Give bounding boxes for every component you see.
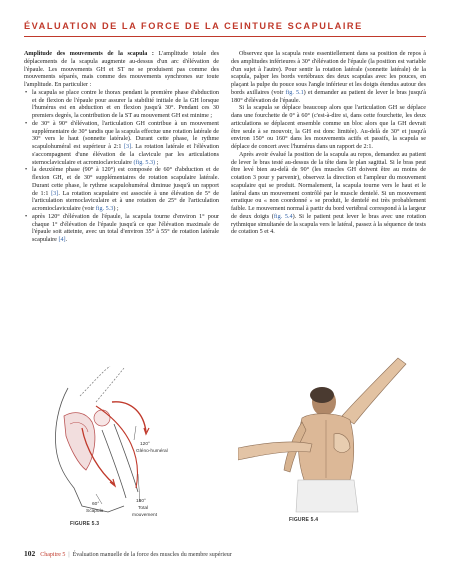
angle-180-label: 180° [136, 499, 146, 504]
paragraph [231, 105, 426, 152]
figure-link[interactable]: (fig. 5.3) [133, 159, 156, 166]
figure-link[interactable]: fig. 5.3 [95, 206, 114, 212]
list-item [24, 90, 219, 121]
figure-5-4 [238, 352, 428, 532]
bullet-text: . [65, 237, 68, 243]
paragraph-text: ). Si le patient peut lever le bras avec une rotation rythmique simultanée de la scapula vers le latéral, passez à la séquence de tests de cotation 5 et 4. [231, 213, 426, 236]
intro-heading: Amplitude des mouvements de la scapula : [24, 51, 154, 57]
angle-120-label: 120° [140, 442, 150, 447]
list-item [24, 214, 219, 245]
chapter-title: Évaluation manuelle de la force des muscles du membre supérieur [72, 552, 232, 558]
citation-link[interactable]: [3] [51, 190, 59, 197]
header-divider [24, 36, 426, 37]
gleno-humeral-label: Gléno-huméral [136, 449, 168, 454]
figure-caption: FIGURE 5.3 [70, 521, 100, 527]
citation-link[interactable]: [3] [124, 144, 132, 150]
bullet-text: après 120° d'élévation de l'épaule, la scapula tourne d'environ 1° pour chaque 1° d'élévation de l'épaule jusqu'à ce que l'élévation maximale de l'épaule soit atteinte, avec un total d'environ 35° à 55° de rotation latérale scapulaire [32, 213, 219, 243]
bullet-text: . La rotation scapulaire est associée à une élévation de 5° de l'articulation sternoclaviculaire et à une rotation de 25° de l'articulation acromioclaviculaire (voir [32, 190, 219, 212]
scapula-label: Scapula [86, 509, 104, 514]
paragraph-text: Si la scapula se déplace beaucoup alors que l'articulation GH se déplace dans une fourchette de 0° à 60° (c'est-à-dire si, dans cette fourchette, les deux articulations se déplacent ensemble comme un bloc alors que la GH devrait être seule à se mouvoir, la GH est donc limitée). Au-delà de 30° et jusqu'à environ 150° ou 160° dans les mouvements actifs et passifs, la scapula se déplace de concert avec l'humérus dans un rapport de 2:1. [231, 105, 426, 150]
paragraph-text: Observez que la scapula reste essentiellement dans sa position de repos à des amplitudes inférieures à 30° d'élévation de l'épaule (la position est variable d'un sujet à l'autre). Pour sentir la rotation latérale (sonnette latérale) de la scapula, palper les bords vertébraux des deux scapulas avec les pouces, en plaçant la pulpe du pouce sous l'angle inférieur et les doigts étendus autour des bords axillaires (voir [231, 51, 426, 96]
figure-caption: FIGURE 5.4 [289, 517, 319, 523]
angle-60-label: 60° [92, 502, 100, 507]
total-label: Total [138, 506, 149, 511]
bullet-text: ; [155, 159, 159, 166]
chapter-label: Chapitre 5 [40, 552, 66, 558]
figure-5-3 [40, 366, 210, 536]
chapter-section-title: ÉVALUATION DE LA FORCE DE LA CEINTURE SCAPULAIRE [24, 21, 363, 31]
footer-separator: | [68, 552, 70, 558]
list-item [24, 167, 219, 214]
figure-link[interactable]: fig. 5.1 [285, 89, 304, 96]
scapula-rotation-illustration [40, 366, 210, 536]
list-item [24, 121, 219, 168]
figure-link[interactable]: fig. 5.4 [273, 213, 293, 220]
right-text-column [231, 51, 426, 237]
paragraph [231, 51, 426, 105]
movement-label: mouvement [132, 513, 158, 518]
left-text-column [24, 51, 219, 245]
bullet-text: la deuxième phase (90° à 120°) est composée de 60° d'abduction et de flexion GH, et de 30° supplémentaires de rotation scapulaire latérale. Durant cette phase, le rythme scapulohuméral diminue jusqu'à un rapport de 1:1 [32, 167, 219, 197]
scapula-phase-list [24, 90, 219, 245]
page-footer [24, 549, 434, 558]
paragraph-text: ) et demander au patient de lever le bras jusqu'à 180° d'élévation de l'épaule. [231, 89, 426, 104]
bullet-text: la scapula se place contre le thorax pendant la première phase d'abduction et de flexion de l'épaule pour assurer la stabilité initiale de la GH lorsque l'humérus est en abduction et en flexion jusqu'à 30°. Pendant ces 30 premiers degrés, la contribution de la ST au mouvement GH est minime ; [32, 89, 219, 119]
intro-paragraph [24, 51, 219, 90]
page-number: 102 [24, 549, 36, 558]
paragraph [231, 152, 426, 237]
intro-text: L'amplitude totale des déplacements de la scapula augmente au-dessus d'un arc d'élévation de l'épaule. Les mouvements GH et ST ne se produisent pas comme des mouvements séparés, mais comme des mouvements synchrones sur toute l'amplitude. En particulier : [24, 51, 219, 88]
bullet-text: de 30° à 90° d'élévation, l'articulation GH contribue à un mouvement supplémentaire de 30° tandis que la scapula effectue une rotation latérale de 30° vers le haut (sonnette latérale). Durant cette phase, le rythme scapulohuméral est supérieur à 2:1 [32, 120, 219, 150]
paragraph-text: Après avoir évalué la position de la scapula au repos, demandez au patient de lever le bras testé au-dessus de la tête dans le plan sagittal. Si le bras peut être levé bien au-delà de 90° (les muscles GH doivent être au moins de cotation 3 pour y parvenir), observez la direction et l'ampleur du mouvement scapulaire qui se produit. Normalement, la scapula tourne vers le haut et le latéral dans un mouvement contrôlé par le muscle dentelé. Si un mouvement erratique ou « non coordonné » se produit, le dentelé est très probablement faible. Le mouvement normal à partir du bord vertébral correspond à la largeur de deux doigts ( [231, 151, 426, 220]
bullet-text: ) ; [113, 206, 119, 212]
serratus-test-photo [238, 352, 428, 520]
citation-link[interactable]: [4] [58, 237, 66, 243]
bullet-text: . La rotation latérale et l'élévation s'accompagnent d'une élévation de la clavicule par les articulations sternoclaviculaire et acromioclaviculaire [32, 144, 220, 166]
